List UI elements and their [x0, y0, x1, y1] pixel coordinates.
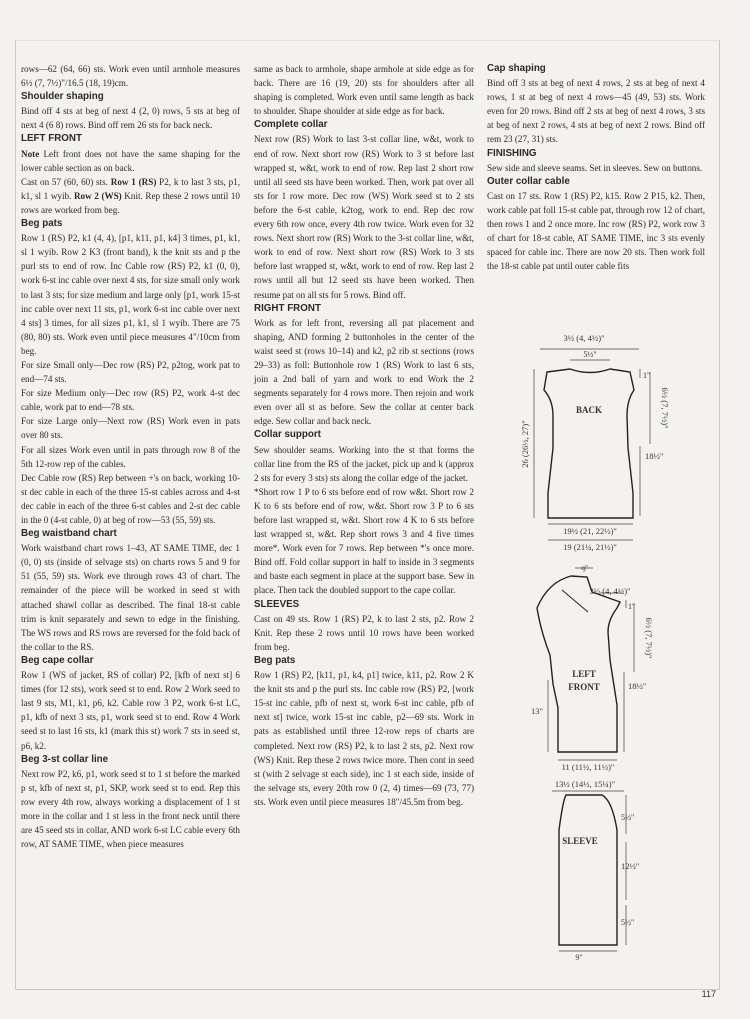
left-front-shoulder-drop: 1" [628, 602, 636, 611]
left-front-dimension-lines [548, 568, 634, 760]
text-column-2 [254, 62, 474, 809]
back-length: 26 (26½, 27)" [520, 420, 530, 468]
text-column-3 [487, 62, 705, 273]
sleeve-length: 12½" [621, 861, 640, 871]
left-front-shoulder-width: 3½ (4, 4½)" [589, 586, 631, 596]
paragraph: Next row P2, k6, p1, work seed st to 1 st before the marked p st, kfb of next st, p1, SKP, work seed st to end. Rep this row every 4th row, always working a displacement of 1 st more in the collar and 1 st less in the front neck until there are 45 seed sts in collar, AND work 6-st LC cable every 6th row, AT SAME TIME, when piece measures [21, 768, 240, 850]
heading-outer-collar-cable: Outer collar cable [487, 175, 570, 187]
heading-shoulder-shaping: Shoulder shaping [21, 91, 104, 103]
heading-waistband: Beg waistband chart [21, 528, 117, 540]
paragraph: Row 1 (RS) P2, [k11, p1, k4, p1] twice, k11, p2. Row 2 K the knit sts and p the purl sts. Inc cable row (RS) P2, [work 15-st inc cable, pfb of next st, work 6-st inc cable, pfb of next st] twice, work 15-st inc cable, p2—69 sts. Work in pats as established until three 12-row reps of charts are completed. Next row (RS) P2, k to last 2 sts, p2. Next row (WS) Knit. Rep these 2 rows twice more. Then cont in seed st (with 2 selvage st each side), inc 1 st each side, inside of the selvage sts, every 20th row 0 (2, 4) times—69 (73, 77) sts. Work even until piece measures 18"/45.5m from beg. [254, 670, 474, 807]
heading-sleeve-beg-pats: Beg pats [254, 654, 296, 666]
paragraph: For size Small only—Dec row (RS) P2, p2tog, work pat to end—74 sts. [21, 359, 240, 385]
heading-beg-pats: Beg pats [21, 218, 63, 230]
text-column-1 [21, 62, 240, 851]
heading-3st-collar: Beg 3-st collar line [21, 753, 109, 765]
left-front-label-2: FRONT [568, 682, 600, 692]
paragraph: *Short row 1 P to 6 sts before end of row w&t. Short row 2 K to 6 sts before end of row, w&t. Short row 3 P to 6 sts before last wrapped st, w&t. Short row 4 K to 6 sts before last wrapped st, w&t. Rep short rows 3 and 4 five times more*. Work even for 7 rows. Rep between *'s once more. Bind off. Fold collar support in half to inside in 3 segments and baste each segment in place at the support base. Sew in place. Then tack the doubled support to the cape collar. [254, 486, 474, 596]
sleeve-schematic-shape [559, 795, 617, 945]
paragraph: Sew shoulder seams. Working into the st that forms the collar line from the RS of the jacket, pick up and k (approx 2 sts for every 3 sts) sts along the collar edge of the jacket. [254, 444, 474, 483]
back-schematic-shape [544, 369, 634, 518]
sleeve-cuff-length: 5½" [621, 918, 635, 927]
paragraph: For size Large only—Next row (RS) Work even in pats over 80 sts. [21, 416, 240, 441]
back-label: BACK [575, 405, 603, 415]
paragraph: Cast on 49 sts. Row 1 (RS) P2, k to last 2 sts, p2. Row 2 Knit. Rep these 2 rows until 10 rows have been worked from beg. [254, 613, 474, 652]
back-neck-width: 5½" [583, 350, 597, 359]
paragraph-cast-on: Cast on 57 (60, 60) sts. Row 1 (RS) P2, k to last 3 sts, p1, k1, sl 1 wyib. Row 2 (WS) Knit. Rep these 2 rows until 10 rows are worked from beg. [21, 176, 241, 215]
left-front-label-1: LEFT [572, 669, 596, 679]
paragraph: same as back to armhole, shape armhole at side edge as for back. There are 16 (19, 20) sts for shoulders after all shaping is completed. Work even until same length as back to shoulder. Shape shoulder at side edge as for back. [254, 64, 474, 117]
page-number: 117 [701, 989, 716, 999]
paragraph: Work as for left front, reversing all pat placement and shaping, AND forming 2 buttonholes in the center of the waist seed st (rows 10–14) and k2, p2 rib st sections (rows 29–33) as foll: Buttonhole row 1 (RS) Work to last 6 sts, join a 2nd ball of yarn and work to end Work the 2 segments separately for 4 rows more. Then rejoin and work even over all st as before. Sew the collar at center back edge. Sew collar and back neck. [254, 317, 474, 427]
back-top-width: 3½ (4, 4½)" [563, 333, 605, 343]
heading-right-front: RIGHT FRONT [254, 302, 321, 314]
heading-cape-collar: Beg cape collar [21, 654, 94, 666]
sleeve-label: SLEEVE [562, 836, 598, 846]
left-front-hem-width: 11 (11½, 11½)" [561, 762, 615, 772]
back-shoulder-drop: 1" [643, 371, 651, 380]
back-side-length: 18½" [645, 451, 664, 461]
collar-width: 9" [580, 563, 591, 575]
heading-sleeves: SLEEVES [254, 598, 300, 610]
paragraph: For size Medium only—Dec row (RS) P2, work 4-st dec cable, work pat to end—78 sts. [21, 388, 240, 413]
paragraph: rows—62 (64, 66) sts. Work even until armhole measures 6½ (7, 7½)"/16.5 (18, 19)cm. [21, 64, 240, 89]
back-armhole-depth: 6½ (7, 7½)" [660, 387, 670, 429]
left-front-armhole-depth: 6½ (7, 7½)" [644, 617, 654, 659]
back-waist-width: 19½ (21, 22½)" [563, 526, 617, 536]
paragraph-note: Note Left front does not have the same shaping for the lower cable section as on back. [21, 148, 240, 173]
heading-left-front: LEFT FRONT [21, 133, 82, 145]
left-front-schematic-shape [537, 576, 620, 752]
paragraph: Work waistband chart rows 1–43, AT SAME TIME, dec 1 (0, 0) sts (inside of selvage sts) on charts rows 5 and 9 for 51 (55, 59) sts. Work eve through rows 43 of chart. The remainder of the piece will be worked in seed st with attached shawl collar as described. The final 18-st cable trim is knit separately and sewn to edge in the finishing. The WS rows and RS rows are reversed for the fold back of the collar to the RS. [21, 543, 240, 652]
back-hem-width: 19 (21¼, 21½)" [563, 542, 617, 552]
paragraph: Next row (RS) Work to last 3-st collar line, w&t, work to end of row. Next short row (RS) Work to 3 st before last wrapped st, w&t, work to end of row. Rep last 2 short row until all seed sts have been worked. Then, work pat over all sts for 1 row more. Dec row (WS) Work seed st to 2 sts before the 6-st cable, k2tog, work to end. Rep dec row every 6th row once, every 4th row twice. Work even for 32 rows. Next short row (RS) Work to the 3-st collar line, w&t, work to end of row. Next short row (RS) Work to 3 sts before last wrapped st, w&t, work to end of row. Rep last 2 rows until all but 12 seed sts have been worked. Then resume pat on all sts for 5 rows. Bind off. [254, 134, 474, 300]
heading-collar-support: Collar support [254, 429, 321, 441]
paragraph: Bind off 4 sts at beg of next 4 (2, 0) rows, 5 sts at beg of next 4 (6 8) rows. Bind off rem 26 sts for back neck. [21, 106, 240, 131]
sleeve-top-width: 13½ (14½, 15¼)" [554, 779, 616, 789]
heading-complete-collar: Complete collar [254, 119, 328, 131]
paragraph: Dec Cable row (RS) Rep between +'s on back, working 10-st dec cable in each of the three 15-st cables across and 4-st dec cable in each of the three 6-st cables and 2-st dec cable in the 0 (4-st cable, 0) at beg of row—53 (55, 59) sts. [21, 472, 240, 525]
sleeve-dimension-lines [552, 791, 626, 951]
sleeve-cap-height: 5½" [621, 813, 635, 822]
schematics [478, 302, 718, 962]
heading-finishing: FINISHING [487, 147, 537, 159]
sleeve-bottom-width: 9" [575, 953, 583, 962]
paragraph: Row 1 (WS of jacket, RS of collar) P2, [kfb of next st] 6 times (for 12 sts), work seed st to end. Row 2 Work seed to last 9 sts, M1, k1, p6, k2. Cable row 3 P2, work 6-st LC, p1, kfb of next 3 sts, p1, work seed st to end. Row 4 Work seed st to last 16 sts, k1 (mark this st) work 7 sts in seed st, p6, k2. [21, 670, 240, 751]
paragraph: For all sizes Work even until in pats through row 8 of the 5th 12-row rep of the cables. [21, 444, 240, 469]
paragraph: Bind off 3 sts at beg of next 4 rows, 2 sts at beg of next 4 rows, 1 st at beg of next 4 rows—45 (49, 53) sts. Work even for 20 rows. Bind off 2 sts at beg of next 4 rows, 3 sts at beg of next 2 rows, 4 sts at beg of next 2 rows. Bind off rem 23 (27, 31) sts. [487, 78, 705, 145]
paragraph: Row 1 (RS) P2, k1 (4, 4), [p1, k11, p1, k4] 3 times, p1, k1, sl 1 wyib. Row 2 K3 (front band), k the knit sts and p the purl sts to end of row. Inc Cable row (RS) P2, k1 (0, 0), work 6-st inc cable over next 4 sts, for size small only work to last 3 sts; for size medium and large only [p1, work 15-st inc cable over next 11 sts, p1, work 6-st inc cable over next 4 sts] 3 times, for all sizes p1, k1, sl 1 wyib. There are 75 (80, 80) sts. Work even until piece measures 4"/10cm from beg. [21, 233, 240, 356]
left-front-side-length: 18½" [628, 681, 647, 691]
paragraph: Cast on 17 sts. Row 1 (RS) P2, k15. Row 2 P15, k2. Then, work cable pat foll 15-st cable pat, through row 12 of chart, then rows 1 and 2 once more. Inc row (RS) P2, work row 3 of chart for 18-st cable, AT SAME TIME, inc 3 sts evenly spaced for cable inc. There are now 20 sts. Then work foll the 18-st cable pat until outer cable fits [487, 190, 705, 272]
left-front-front-length: 13" [531, 706, 543, 716]
heading-cap-shaping: Cap shaping [487, 63, 546, 74]
paragraph: Sew side and sleeve seams. Set in sleeves. Sew on buttons. [487, 162, 703, 173]
